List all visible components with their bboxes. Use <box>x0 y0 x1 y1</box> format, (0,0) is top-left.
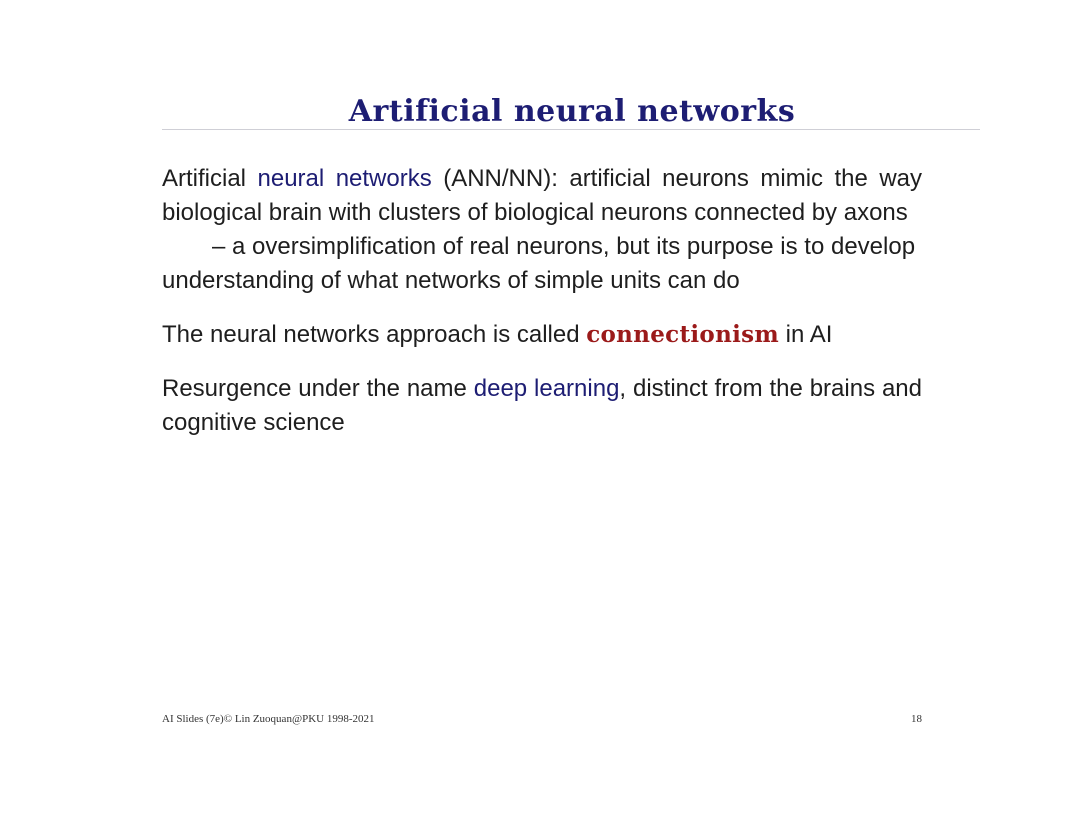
paragraph-2-text-b: in AI <box>779 321 833 348</box>
term-connectionism: connectionism <box>586 321 780 348</box>
slide-body <box>162 162 922 460</box>
term-neural-networks: neural networks <box>257 165 432 192</box>
footer-credit: AI Slides (7e)© Lin Zuoquan@PKU 1998-2021 <box>162 713 375 725</box>
paragraph-3-text-b: , distinct from the brains and cognitive science <box>162 375 922 436</box>
title-divider <box>162 129 980 130</box>
paragraph-3-text-a: Resurgence under the name <box>162 375 474 402</box>
paragraph-1-subpoint: – a oversimplification of real neurons, but its purpose is to develop <box>212 233 916 260</box>
term-deep-learning: deep learning <box>473 375 620 402</box>
page-number: 18 <box>911 713 922 725</box>
slide-title: Artificial neural networks <box>348 94 796 129</box>
paragraph-1-text-b: (ANN/NN): artificial neurons mimic the way biological brain with clusters of biological neurons connected by axons <box>162 165 923 226</box>
paragraph-deep-learning <box>162 372 922 440</box>
paragraph-2-text-a: The neural networks approach is called <box>162 321 587 348</box>
paragraph-1-text-a: Artificial <box>162 165 258 192</box>
paragraph-ann-main <box>162 162 922 230</box>
paragraph-1-text-c: understanding of what networks of simple units can do <box>162 267 740 294</box>
paragraph-connectionism <box>162 318 922 352</box>
paragraph-ann-definition <box>162 162 922 298</box>
